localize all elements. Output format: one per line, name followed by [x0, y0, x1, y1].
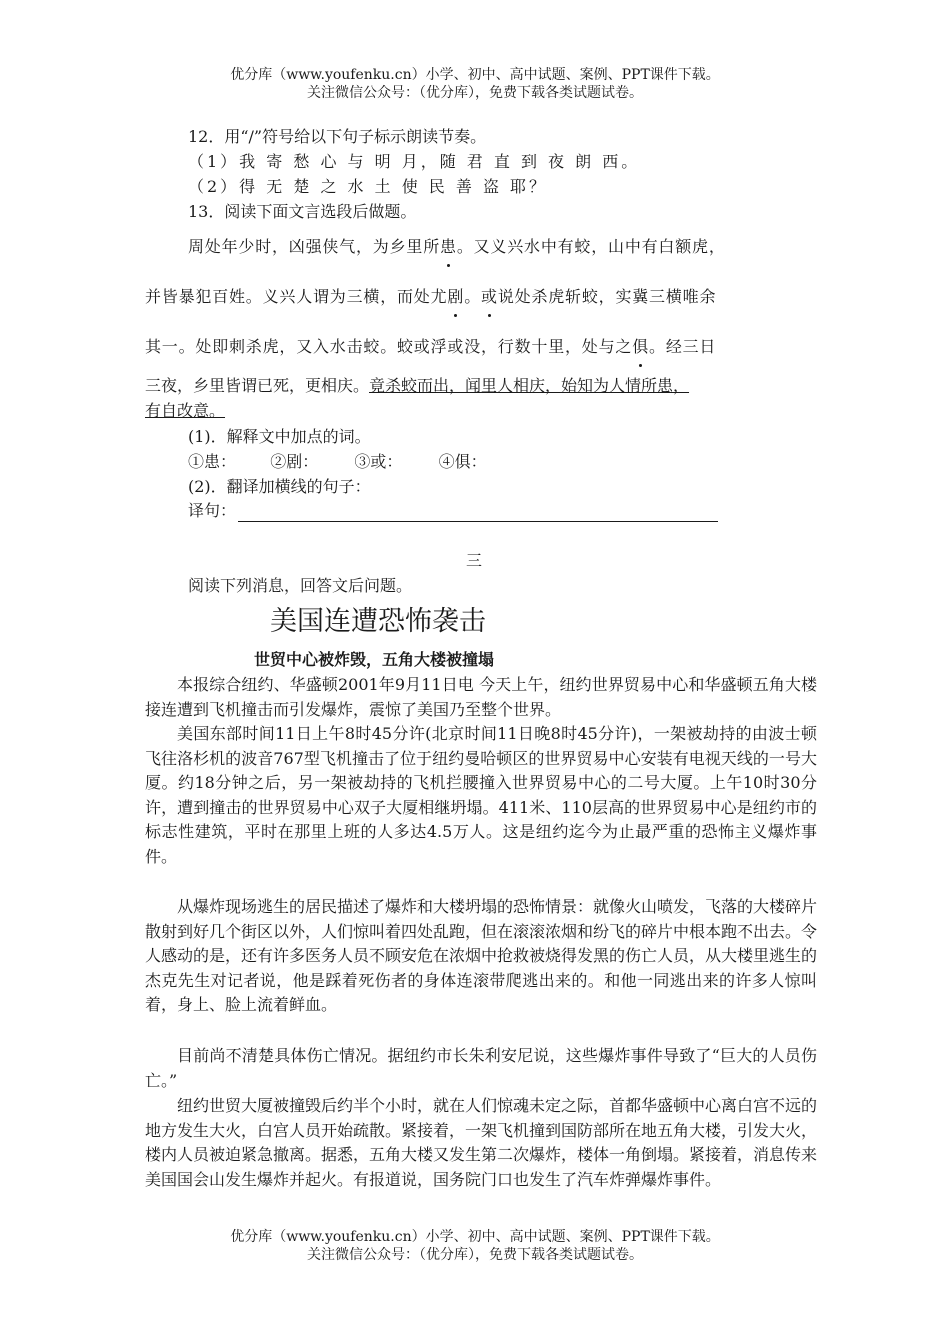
passage-text: 并皆暴犯百姓。义兴人谓为三横，而处尤 [145, 287, 448, 306]
article-paragraph-5: 纽约世贸大厦被撞毁后约半个小时，就在人们惊魂未定之际，首都华盛顿中心离白宫不远的地方发生大火，白宫人员开始疏散。紧接着，一架飞机撞到国防部所在地五角大楼，引发大火，楼内人员被迫紧急撤离。据悉，五角大楼又发生第二次爆炸，楼体一角倒塌。紧接着，消息传来美国国会山发生爆炸并起火。有报道说，国务院门口也发生了汽车炸弹爆炸事件。 [145, 1096, 818, 1189]
header-line-1: 优分库（www.youfenku.cn）小学、初中、高中试题、案例、PPT课件下载。 [230, 67, 720, 83]
question-13-prompt: 13．阅读下面文言选段后做题。 [188, 202, 417, 221]
dotted-word-huan: 患 [440, 237, 457, 256]
page-header [0, 66, 950, 102]
footer-line-1: 优分库（www.youfenku.cn）小学、初中、高中试题、案例、PPT课件下载。 [230, 1229, 720, 1245]
question-12-item-2: （2）得 无 楚 之 水 土 使 民 善 盗 耶？ [188, 177, 549, 196]
passage-text: 说处杀虎斩蛟，实冀三横唯余 [497, 287, 717, 306]
question-13-sub-1: (1)．解释文中加点的词。 [188, 427, 371, 446]
term-list [188, 451, 487, 473]
passage-text: 。又义兴水中有蛟，山中有白额虎， [456, 237, 726, 256]
page-footer [0, 1228, 950, 1264]
question-12-prompt: 12．用“/”符号给以下句子标示朗读节奏。 [188, 127, 487, 146]
header-line-2: 关注微信公众号：（优分库），免费下载各类试题试卷。 [307, 85, 643, 101]
term-4: ④俱： [438, 452, 487, 471]
article-title: 美国连遭恐怖袭击 [270, 606, 486, 637]
passage-text: 其一。处即刺杀虎，又入水击蛟。蛟或浮或没，行数十里，处与之 [145, 337, 633, 356]
term-3: ③或： [354, 452, 403, 471]
section-number: 三 [466, 551, 483, 570]
dotted-word-ju: 剧 [447, 287, 465, 306]
question-13-sub-2: (2)．翻译加横线的句子： [188, 477, 371, 496]
passage-line-3 [145, 336, 716, 358]
dotted-word-ju2: 俱 [632, 337, 650, 356]
article-subtitle: 世贸中心被炸毁，五角大楼被撞塌 [254, 650, 495, 669]
passage-text: 三夜，乡里皆谓已死，更相庆。 [145, 376, 370, 395]
underlined-sentence-end: 有自改意。 [145, 401, 226, 420]
passage-line-5 [145, 400, 225, 422]
underlined-sentence: 竟杀蛟而出，闻里人相庆，始知为人情所患， [369, 376, 690, 395]
question-12-item-1: （1）我 寄 愁 心 与 明 月，随 君 直 到 夜 朗 西。 [188, 152, 641, 171]
passage-text: 。经三日 [649, 337, 717, 356]
article-paragraph-4: 目前尚不清楚具体伤亡情况。据纽约市长朱利安尼说，这些爆炸事件导致了“巨大的人员伤亡。” [145, 1046, 817, 1090]
term-1: ①患： [188, 452, 237, 471]
answer-row [188, 500, 718, 522]
footer-line-2: 关注微信公众号：（优分库），免费下载各类试题试卷。 [307, 1247, 643, 1263]
term-2: ②剧： [270, 452, 319, 471]
passage-text: 周处年少时，凶强侠气，为乡里所 [188, 237, 441, 256]
answer-blank[interactable] [238, 503, 718, 522]
article-paragraph-2: 美国东部时间11日上午8时45分许(北京时间11日晚8时45分许)，一架被劫持的由波士顿飞往洛杉机的波音767型飞机撞击了位于纽约曼哈顿区的世界贸易中心安装有电视天线的一号大厦。约18分钟之后，另一架被劫持的飞机拦腰撞入世界贸易中心的二号大厦。上午10时30分许，遭到撞击的世界贸易中心双子大厦相继坍塌。411米、110层高的世界贸易中心是纽约市的标志性建筑，平时在那里上班的人多达4.5万人。这是纽约迄今为止最严重的恐怖主义爆炸事件。 [145, 724, 817, 866]
passage-line-1 [188, 236, 726, 258]
article-paragraph-3: 从爆炸现场逃生的居民描述了爆炸和大楼坍塌的恐怖情景：就像火山喷发，飞落的大楼碎片散射到好几个街区以外，人们惊叫着四处乱跑，但在滚滚浓烟和纷飞的碎片中根本跑不出去。令人感动的是，还有许多医务人员不顾安危在浓烟中抢救被烧得发黑的伤亡人员，从大楼里逃生的杰克先生对记者说，他是踩着死伤者的身体连滚带爬逃出来的。和他一同逃出来的许多人惊叫着，身上、脸上流着鲜血。 [145, 897, 818, 1015]
passage-text: 。 [464, 287, 482, 306]
section-instruction: 阅读下列消息，回答文后问题。 [188, 576, 413, 595]
answer-label: 译句： [188, 501, 237, 520]
passage-line-2 [145, 286, 716, 308]
article-paragraph-1: 本报综合纽约、华盛顿2001年9月11日电 今天上午，纽约世界贸易中心和华盛顿五角大楼接连遭到飞机撞击而引发爆炸，震惊了美国乃至整个世界。 [145, 675, 817, 719]
dotted-word-huo: 或 [481, 287, 498, 306]
passage-line-4 [145, 375, 689, 397]
